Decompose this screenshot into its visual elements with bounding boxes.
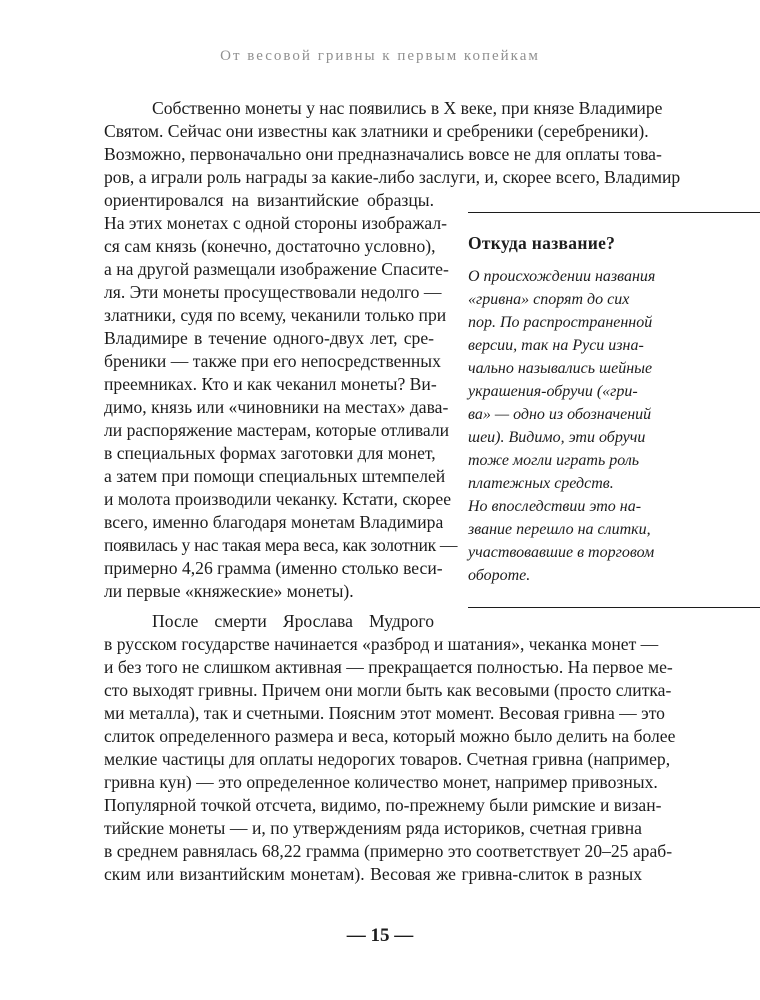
- body-text-line: бреники — также при его непосредственных: [104, 351, 441, 371]
- sidebar-title: Откуда название?: [468, 233, 616, 253]
- body-text-line: ся сам князь (конечно, достаточно условно),: [104, 236, 436, 256]
- page-number: — 15 —: [346, 925, 414, 946]
- body-text-line: Популярной точкой отсчета, видимо, по-прежнему были римские и визан-: [104, 795, 662, 815]
- body-text-line: и молота производили чеканку. Кстати, скорее: [104, 489, 452, 509]
- body-text-line: ориентировался на византийские образцы.: [104, 190, 434, 210]
- body-text-line: и без того не слишком активная — прекращается полностью. На первое ме-: [104, 657, 673, 677]
- sidebar-text-line: платежных средств.: [468, 475, 614, 492]
- body-text-line: Владимире в течение одного-двух лет, сре-: [104, 328, 434, 348]
- body-text-line: После смерти Ярослава Мудрого: [152, 611, 434, 631]
- body-text-line: ми металла), так и счетными. Поясним этот момент. Весовая гривна — это: [104, 703, 665, 723]
- body-text-line: ским или византийским монетам). Весовая же гривна-слиток в разных: [104, 864, 642, 884]
- body-text-line: мелкие частицы для оплаты недорогих товаров. Счетная гривна (например,: [104, 749, 671, 769]
- sidebar-text-line: звание перешло на слитки,: [468, 521, 651, 538]
- body-text-line: тийские монеты — и, по утверждениям ряда историков, счетная гривна: [104, 818, 642, 838]
- body-text-line: примерно 4,26 грамма (именно столько веси-: [104, 558, 443, 578]
- body-text-line: в русском государстве начинается «разброд и шатания», чеканка монет —: [104, 634, 659, 654]
- sidebar-text-line: Но впоследствии это на-: [468, 498, 642, 515]
- sidebar-text-line: тоже могли играть роль: [468, 452, 640, 469]
- body-text-line: в специальных формах заготовки для монет,: [104, 443, 436, 463]
- body-text-line: ля. Эти монеты просуществовали недолго —: [104, 282, 442, 302]
- body-text-line: На этих монетах с одной стороны изображал-: [104, 213, 447, 233]
- body-text-line: всего, именно благодаря монетам Владимира: [104, 512, 444, 532]
- sidebar-bottom-rule: [468, 607, 760, 608]
- body-text-line: появилась у нас такая мера веса, как золотник —: [104, 535, 458, 555]
- sidebar-text-line: шеи). Видимо, эти обручи: [468, 429, 646, 446]
- sidebar-text-line: участвовавшие в торговом: [468, 544, 655, 561]
- sidebar-text-line: О происхождении названия: [468, 268, 656, 285]
- body-text-line: сто выходят гривны. Причем они могли быть как весовыми (просто слитка-: [104, 680, 672, 700]
- sidebar-text-line: «гривна» спорят до сих: [468, 291, 630, 308]
- body-text-line: ли распоряжение мастерам, которые отливали: [104, 420, 450, 440]
- body-text-line: златники, судя по всему, чеканили только при: [104, 305, 447, 325]
- body-text-line: слиток определенного размера и веса, который можно было делить на более: [104, 726, 676, 746]
- body-text-line: димо, князь или «чиновники на местах» дава-: [104, 397, 449, 417]
- body-text-line: в среднем равнялась 68,22 грамма (примерно это соответствует 20–25 араб-: [104, 841, 673, 861]
- sidebar-text-line: версии, так на Руси изна-: [468, 337, 644, 354]
- body-text-line: Святом. Сейчас они известны как златники и сребреники (серебреники).: [104, 121, 649, 141]
- body-text-line: ли первые «княжеские» монеты).: [104, 581, 354, 601]
- body-text-line: Собственно монеты у нас появились в X веке, при князе Владимире: [152, 98, 663, 118]
- body-text-line: Возможно, первоначально они предназначались вовсе не для оплаты това-: [104, 144, 662, 164]
- sidebar-text-line: ва» — одно из обозначений: [468, 406, 652, 423]
- body-text-line: гривна кун) — это определенное количество монет, например привозных.: [104, 772, 658, 792]
- sidebar-text-line: украшения-обручи («гри-: [468, 383, 638, 400]
- body-text-line: преемниках. Кто и как чеканил монеты? Ви-: [104, 374, 437, 394]
- body-text-line: а затем при помощи специальных штемпелей: [104, 466, 446, 486]
- body-text-line: а на другой размещали изображение Спасите-: [104, 259, 449, 279]
- sidebar-text-line: чально назывались шейные: [468, 360, 653, 377]
- sidebar-text-line: обороте.: [468, 567, 531, 584]
- running-title: От весовой гривны к первым копейкам: [220, 48, 540, 64]
- body-text-line: ров, а играли роль награды за какие-либо заслуги, и, скорее всего, Владимир: [104, 167, 681, 187]
- sidebar-text-line: пор. По распространенной: [468, 314, 653, 331]
- sidebar-top-rule: [468, 212, 760, 213]
